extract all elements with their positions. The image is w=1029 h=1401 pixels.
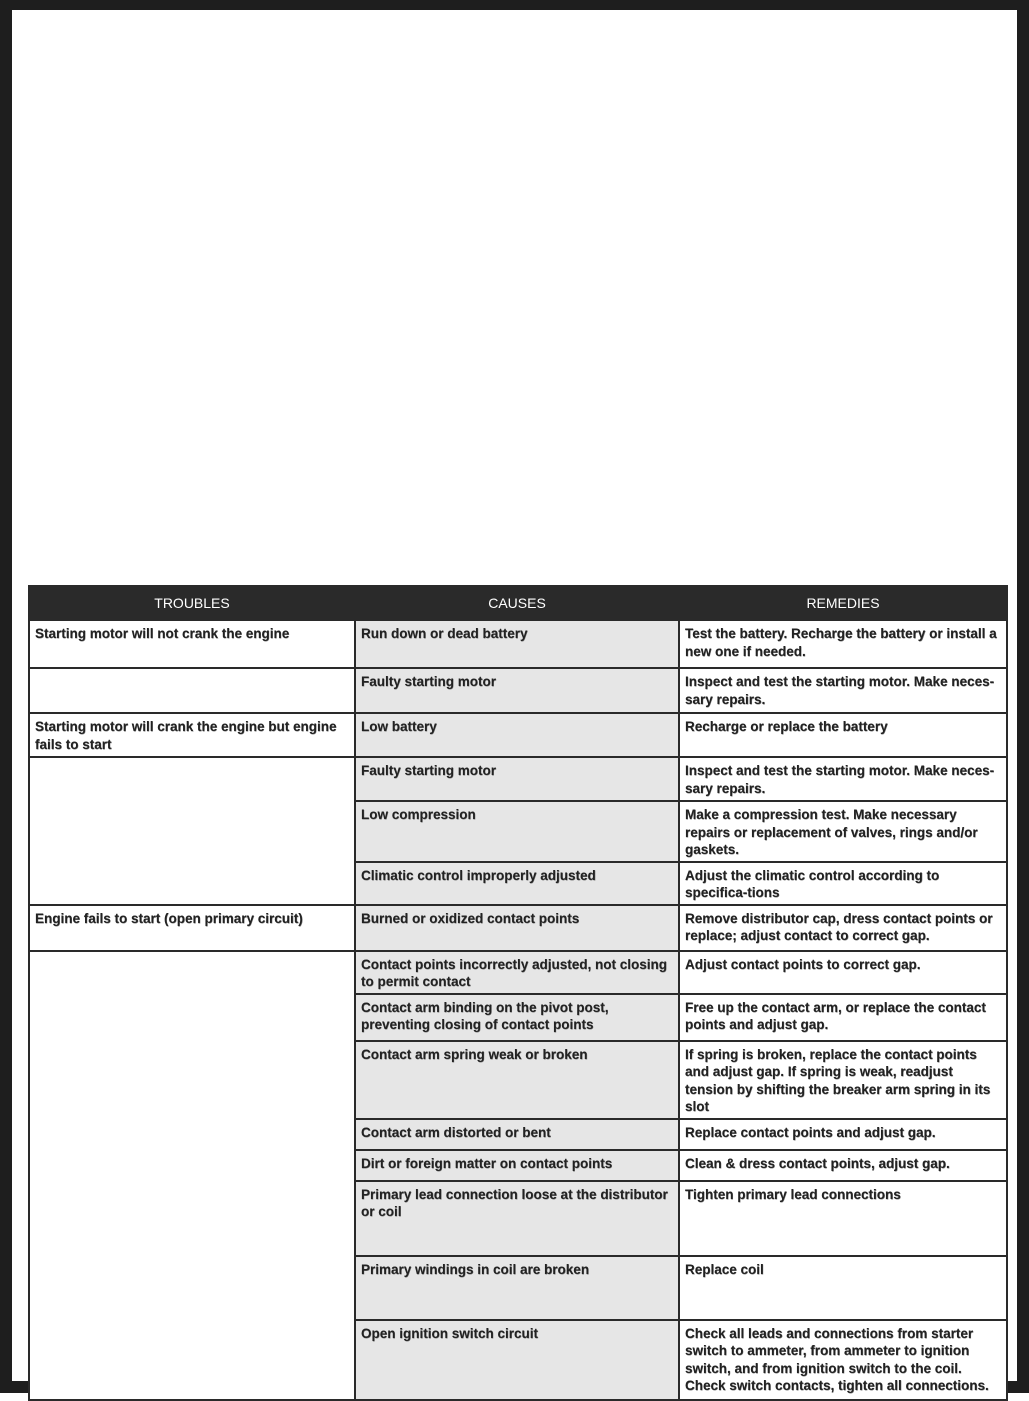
remedy-cell: If spring is broken, replace the contact points and adjust gap. If spring is weak, readjust tension by shifting the breaker arm spring in its slot	[679, 1041, 1007, 1119]
remedy-cell: Adjust the climatic control according to specifica-tions	[679, 862, 1007, 905]
table-row	[29, 905, 1007, 951]
cause-cell: Climatic control improperly adjusted	[355, 862, 679, 905]
trouble-cell	[29, 757, 355, 905]
cause-cell: Dirt or foreign matter on contact points	[355, 1150, 679, 1181]
trouble-cell	[29, 668, 355, 713]
cause-cell: Faulty starting motor	[355, 668, 679, 713]
table-header-row	[29, 586, 1007, 620]
cause-cell: Low compression	[355, 801, 679, 862]
header-remedies: REMEDIES	[679, 586, 1007, 620]
cause-cell: Low battery	[355, 713, 679, 757]
troubleshooting-table	[28, 585, 1008, 1401]
remedy-cell: Check all leads and connections from starter switch to ammeter, from ammeter to ignition switch, and from ignition switch to the coil. Check switch contacts, tighten all connections.	[679, 1320, 1007, 1400]
trouble-cell: Engine fails to start (open primary circuit)	[29, 905, 355, 951]
table-row	[29, 668, 1007, 713]
cause-cell: Contact points incorrectly adjusted, not closing to permit contact	[355, 951, 679, 994]
remedy-cell: Replace contact points and adjust gap.	[679, 1119, 1007, 1150]
header-causes: CAUSES	[355, 586, 679, 620]
remedy-cell: Adjust contact points to correct gap.	[679, 951, 1007, 994]
table-row	[29, 620, 1007, 668]
cause-cell: Primary lead connection loose at the distributor or coil	[355, 1181, 679, 1256]
remedy-cell: Inspect and test the starting motor. Make neces-sary repairs.	[679, 757, 1007, 801]
table-row	[29, 757, 1007, 801]
remedy-cell: Free up the contact arm, or replace the contact points and adjust gap.	[679, 994, 1007, 1041]
header-troubles: TROUBLES	[29, 586, 355, 620]
remedy-cell: Inspect and test the starting motor. Make neces-sary repairs.	[679, 668, 1007, 713]
remedy-cell: Clean & dress contact points, adjust gap.	[679, 1150, 1007, 1181]
remedy-cell: Remove distributor cap, dress contact points or replace; adjust contact to correct gap.	[679, 905, 1007, 951]
remedy-cell: Make a compression test. Make necessary repairs or replacement of valves, rings and/or gaskets.	[679, 801, 1007, 862]
cause-cell: Contact arm spring weak or broken	[355, 1041, 679, 1119]
remedy-cell: Replace coil	[679, 1256, 1007, 1320]
trouble-cell: Starting motor will crank the engine but engine fails to start	[29, 713, 355, 757]
cause-cell: Contact arm distorted or bent	[355, 1119, 679, 1150]
cause-cell: Contact arm binding on the pivot post, preventing closing of contact points	[355, 994, 679, 1041]
cause-cell: Faulty starting motor	[355, 757, 679, 801]
troubleshooting-table-container	[28, 585, 1006, 1401]
cause-cell: Primary windings in coil are broken	[355, 1256, 679, 1320]
trouble-cell	[29, 951, 355, 1400]
remedy-cell: Test the battery. Recharge the battery or install a new one if needed.	[679, 620, 1007, 668]
remedy-cell: Tighten primary lead connections	[679, 1181, 1007, 1256]
cause-cell: Burned or oxidized contact points	[355, 905, 679, 951]
cause-cell: Run down or dead battery	[355, 620, 679, 668]
trouble-cell: Starting motor will not crank the engine	[29, 620, 355, 668]
remedy-cell: Recharge or replace the battery	[679, 713, 1007, 757]
table-row	[29, 713, 1007, 757]
table-row	[29, 951, 1007, 994]
cause-cell: Open ignition switch circuit	[355, 1320, 679, 1400]
